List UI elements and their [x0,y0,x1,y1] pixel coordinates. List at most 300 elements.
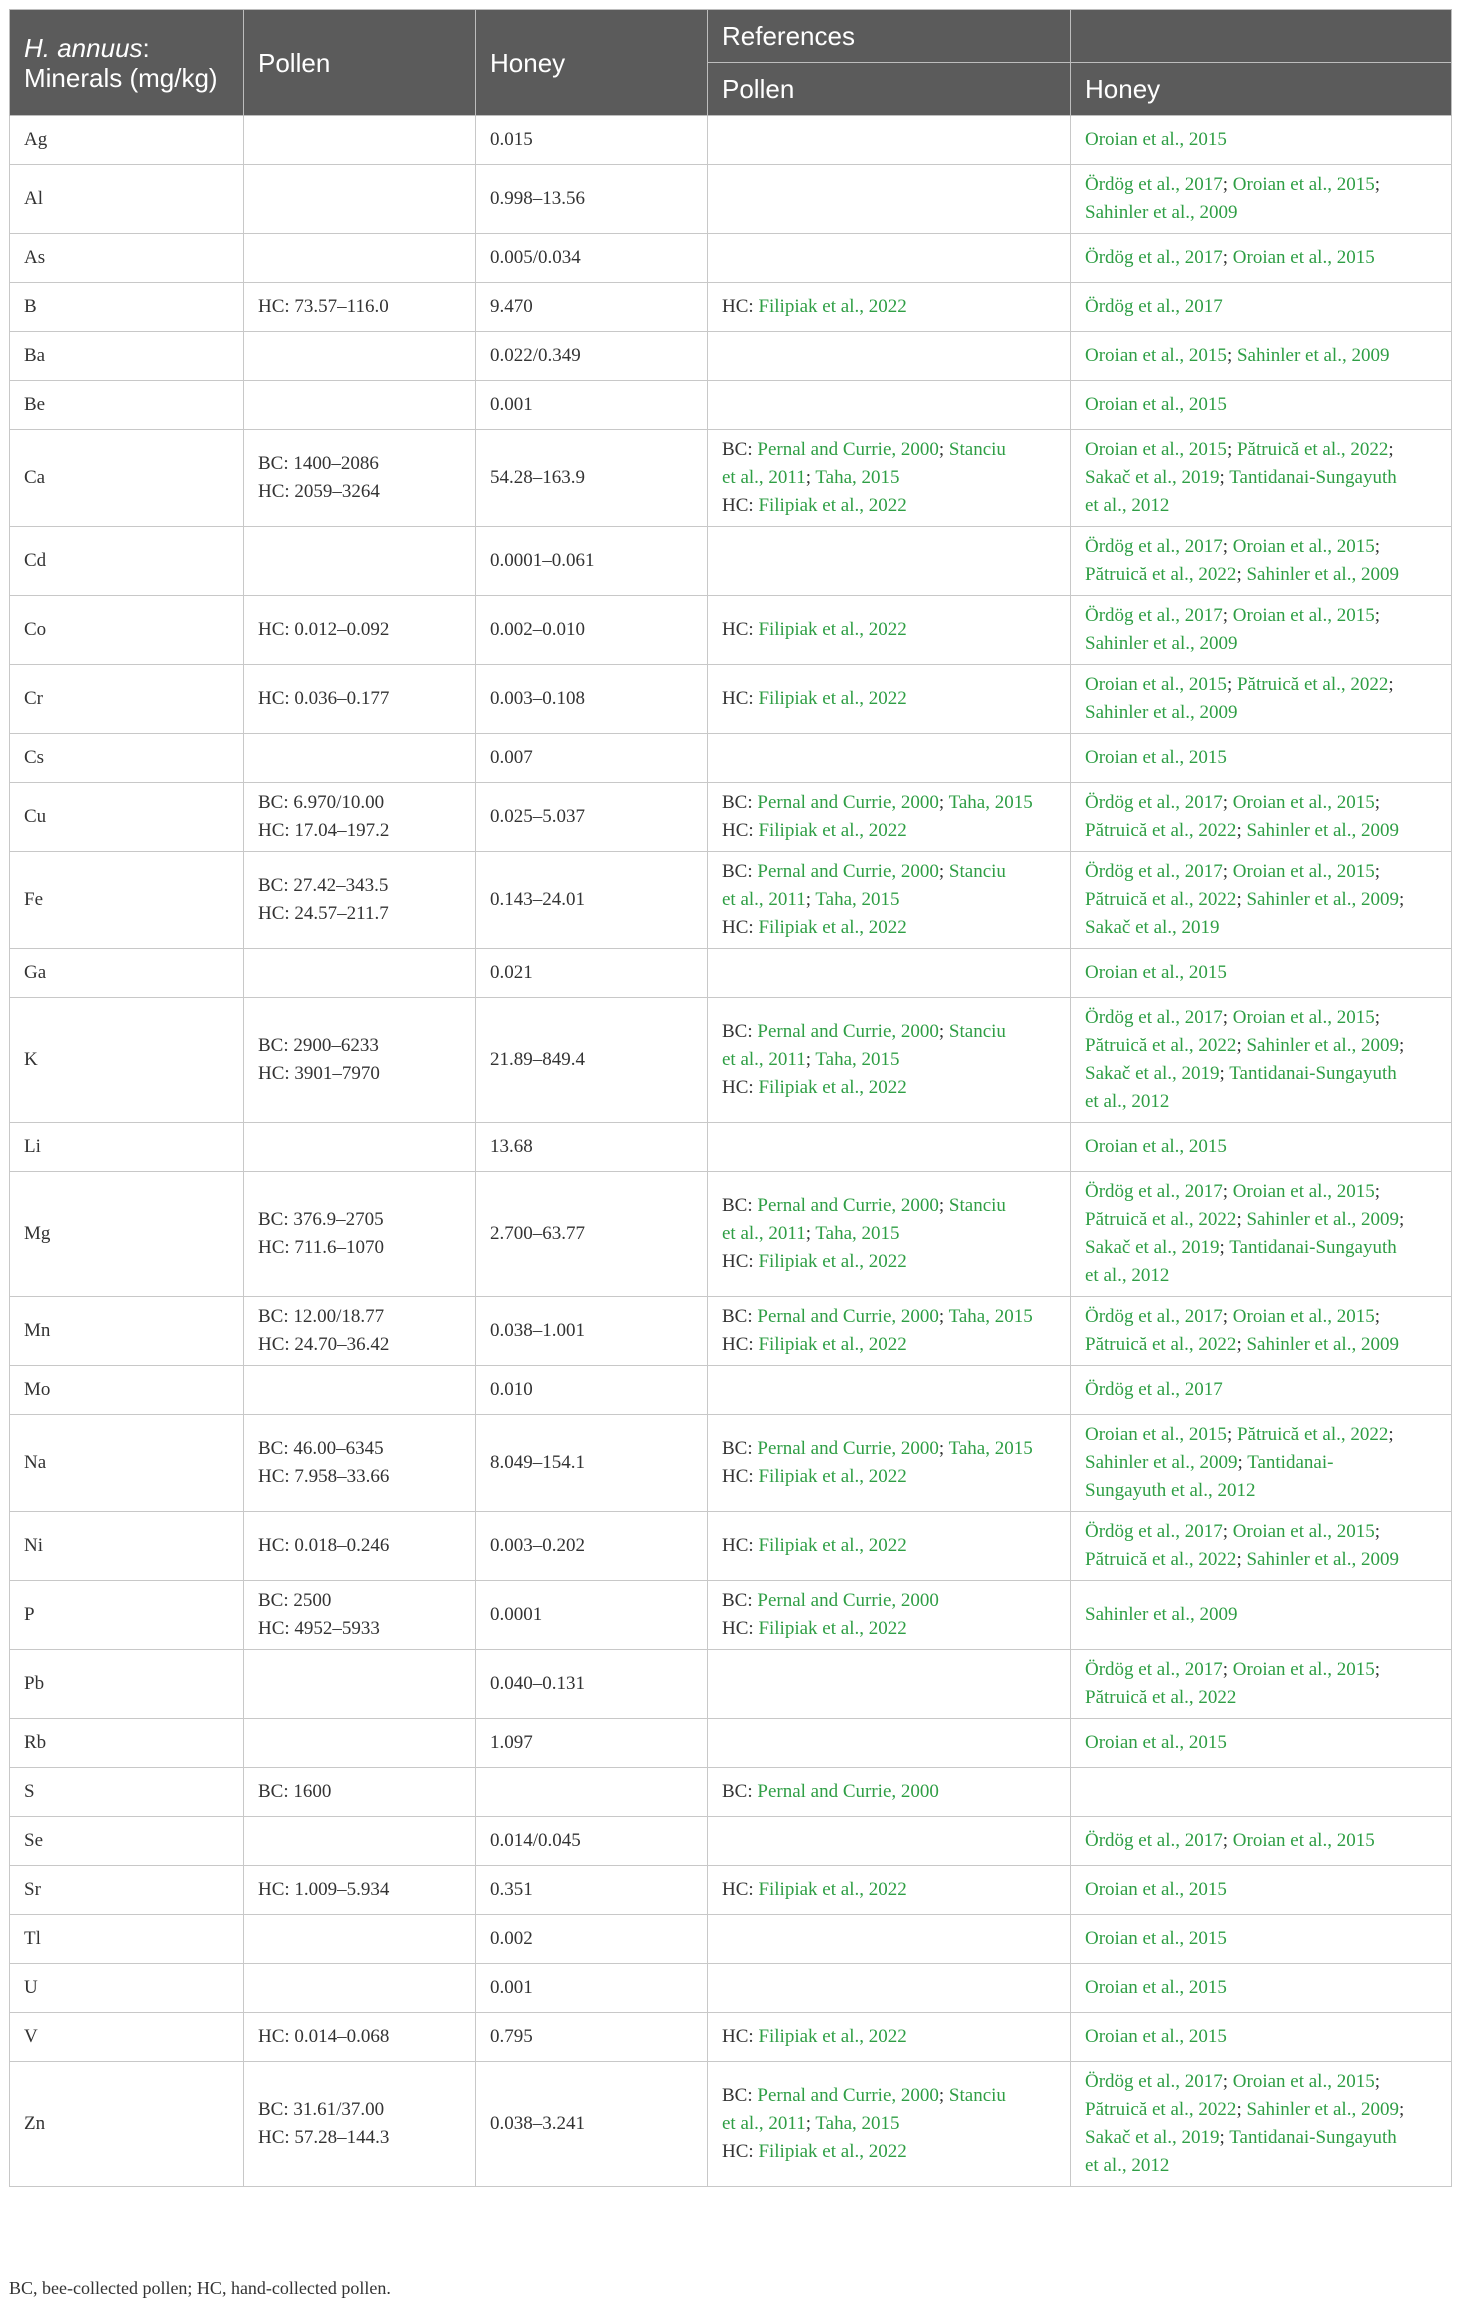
ref-honey-line [1085,1449,1437,1477]
cell-honey: 0.001 [476,1964,708,2013]
cell-pollen [244,234,476,283]
table-row [10,527,1452,596]
ref-pollen-line [722,1778,1056,1806]
ref-honey-prefix: ; [1374,174,1380,195]
cell-honey: 0.0001 [476,1581,708,1650]
cell-element: Mo [10,1366,244,1415]
ref-honey-prefix: ; [1222,792,1233,813]
ref-honey-link[interactable]: Sahinler et al., 2009 [1085,202,1238,223]
cell-pollen [244,1366,476,1415]
ref-honey-link[interactable]: Oroian et al., 2015 [1085,1136,1227,1157]
ref-honey-line [1085,1088,1437,1116]
ref-pollen-link[interactable]: Taha, 2015 [815,2113,900,2134]
ref-honey-link[interactable]: Pătruică et al., 2022 [1236,1424,1389,1445]
ref-pollen-line [722,1876,1056,1904]
cell-honey: 0.005/0.034 [476,234,708,283]
ref-honey-prefix: ; [1398,889,1405,910]
ref-honey-link[interactable]: Sakač et al., 2019 [1085,1237,1220,1258]
cell-element: As [10,234,244,283]
ref-honey-link[interactable]: Tantidanai-Sungayuth [1229,467,1397,488]
cell-ref-honey [1071,998,1452,1123]
ref-honey-prefix: ; [1222,861,1233,882]
ref-honey-line [1085,533,1437,561]
ref-honey-link[interactable]: Sahinler et al., 2009 [1246,564,1399,585]
cell-ref-pollen [708,1964,1071,2013]
ref-pollen-link[interactable]: Pernal and Currie, 2000 [757,1438,939,1459]
ref-pollen-link[interactable]: Pernal and Currie, 2000 [757,1195,939,1216]
ref-pollen-link[interactable]: Filipiak et al., 2022 [758,1334,907,1355]
cell-pollen [244,116,476,165]
ref-pollen-line [722,1532,1056,1560]
ref-honey-link[interactable]: Sahinler et al., 2009 [1246,889,1399,910]
cell-element: Ga [10,949,244,998]
ref-honey-link[interactable]: Sahinler et al., 2009 [1246,1549,1399,1570]
ref-honey-link[interactable]: Oroian et al., 2015 [1232,1659,1375,1680]
ref-honey-prefix: ; [1222,1521,1233,1542]
cell-honey: 0.040–0.131 [476,1650,708,1719]
ref-honey-link[interactable]: Oroian et al., 2015 [1232,1830,1375,1851]
table-header [10,10,1452,116]
ref-honey-link[interactable]: Ördög et al., 2017 [1085,1181,1223,1202]
ref-honey-link[interactable]: Oroian et al., 2015 [1085,129,1227,150]
ref-pollen-line [722,464,1056,492]
ref-honey-link[interactable]: Oroian et al., 2015 [1232,2071,1375,2092]
ref-honey-prefix: ; [1222,1659,1233,1680]
ref-pollen-link[interactable]: Stanciu [948,2085,1006,2106]
cell-ref-pollen [708,381,1071,430]
cell-ref-honey [1071,1297,1452,1366]
table-row [10,734,1452,783]
ref-pollen-link[interactable]: Filipiak et al., 2022 [758,296,907,317]
table-row [10,665,1452,734]
ref-honey-link[interactable]: Pătruică et al., 2022 [1085,1035,1237,1056]
table-row [10,381,1452,430]
ref-honey-link[interactable]: Ördög et al., 2017 [1085,174,1223,195]
ref-honey-link[interactable]: Pătruică et al., 2022 [1236,439,1389,460]
cell-ref-honey [1071,734,1452,783]
table-row [10,1297,1452,1366]
cell-ref-pollen [708,1817,1071,1866]
ref-honey-link[interactable]: Pătruică et al., 2022 [1085,820,1237,841]
ref-honey-link[interactable]: Ördög et al., 2017 [1085,792,1223,813]
ref-pollen-link[interactable]: Taha, 2015 [948,1306,1033,1327]
ref-honey-link[interactable]: Oroian et al., 2015 [1085,345,1227,366]
ref-pollen-link[interactable]: Taha, 2015 [815,467,900,488]
ref-honey-link[interactable]: Oroian et al., 2015 [1085,1732,1227,1753]
ref-pollen-line [722,492,1056,520]
table-row [10,596,1452,665]
ref-honey-prefix: ; [1219,1063,1230,1084]
ref-honey-link[interactable]: Oroian et al., 2015 [1232,1521,1375,1542]
ref-pollen-link[interactable]: Pernal and Currie, 2000 [757,1306,939,1327]
ref-honey-link[interactable]: Oroian et al., 2015 [1232,1007,1375,1028]
cell-element: Ag [10,116,244,165]
cell-element: Ni [10,1512,244,1581]
ref-honey-link[interactable]: Sungayuth et al., 2012 [1085,1480,1256,1501]
cell-ref-honey [1071,1915,1452,1964]
cell-ref-honey [1071,165,1452,234]
cell-pollen [244,283,476,332]
ref-honey-line [1085,1206,1437,1234]
ref-pollen-line [722,293,1056,321]
ref-honey-link[interactable]: Oroian et al., 2015 [1085,674,1227,695]
ref-honey-line [1085,171,1437,199]
cell-ref-pollen [708,1719,1071,1768]
cell-element: Mn [10,1297,244,1366]
cell-pollen [244,1581,476,1650]
ref-pollen-link[interactable]: Pernal and Currie, 2000 [757,1021,939,1042]
cell-pollen [244,1866,476,1915]
pollen-value: HC: 0.018–0.246 [258,1535,390,1556]
ref-pollen-link[interactable]: Pernal and Currie, 2000 [757,439,939,460]
ref-honey-prefix: ; [1226,345,1237,366]
ref-honey-prefix: ; [1374,1007,1380,1028]
ref-pollen-link[interactable]: Filipiak et al., 2022 [758,495,907,516]
ref-pollen-link[interactable]: Filipiak et al., 2022 [758,1077,907,1098]
ref-pollen-link[interactable]: Stanciu [948,861,1006,882]
ref-honey-link[interactable]: Sakač et al., 2019 [1085,917,1220,938]
ref-pollen-link[interactable]: Filipiak et al., 2022 [758,619,907,640]
cell-element: Co [10,596,244,665]
cell-ref-pollen [708,1123,1071,1172]
ref-honey-link[interactable]: Sahinler et al., 2009 [1085,1604,1238,1625]
ref-honey-prefix: ; [1374,2071,1380,2092]
ref-honey-link[interactable]: Ördög et al., 2017 [1085,2071,1223,2092]
pollen-value: HC: 17.04–197.2 [258,820,390,841]
ref-pollen-prefix: BC: [722,792,758,813]
ref-honey-link[interactable]: Sakač et al., 2019 [1085,1063,1220,1084]
ref-pollen-link[interactable]: et al., 2011 [722,467,806,488]
ref-honey-prefix: ; [1222,605,1233,626]
ref-pollen-link[interactable]: Filipiak et al., 2022 [758,917,907,938]
ref-pollen-prefix: BC: [722,2085,758,2106]
cell-element: Fe [10,852,244,949]
ref-honey-link[interactable]: Sakač et al., 2019 [1085,2127,1220,2148]
ref-honey-line [1085,492,1437,520]
ref-honey-link[interactable]: Pătruică et al., 2022 [1085,2099,1237,2120]
ref-pollen-line [722,817,1056,845]
table-row [10,1581,1452,1650]
ref-honey-prefix: ; [1236,1549,1247,1570]
ref-honey-link[interactable]: Ördög et al., 2017 [1085,1306,1223,1327]
cell-element: Cu [10,783,244,852]
cell-ref-pollen [708,1650,1071,1719]
ref-pollen-link[interactable]: Filipiak et al., 2022 [758,1466,907,1487]
cell-ref-honey [1071,332,1452,381]
ref-pollen-prefix: HC: [722,1879,759,1900]
cell-ref-honey [1071,1366,1452,1415]
table-row [10,1719,1452,1768]
cell-element: Na [10,1415,244,1512]
ref-honey-link[interactable]: Ördög et al., 2017 [1085,861,1223,882]
ref-honey-link[interactable]: Sahinler et al., 2009 [1246,1035,1399,1056]
table-row [10,332,1452,381]
ref-honey-link[interactable]: Pătruică et al., 2022 [1236,674,1389,695]
ref-pollen-line [722,1615,1056,1643]
ref-honey-line [1085,1060,1437,1088]
ref-honey-prefix: ; [1398,1209,1405,1230]
cell-ref-honey [1071,381,1452,430]
pollen-value: BC: 376.9–2705 [258,1209,384,1230]
ref-honey-prefix: ; [1388,439,1394,460]
ref-honey-link[interactable]: Pătruică et al., 2022 [1085,1209,1237,1230]
ref-honey-link[interactable]: et al., 2012 [1085,2155,1170,2176]
cell-honey: 8.049–154.1 [476,1415,708,1512]
ref-pollen-link[interactable]: Filipiak et al., 2022 [758,1879,907,1900]
cell-pollen [244,1915,476,1964]
table-row [10,949,1452,998]
ref-honey-link[interactable]: Oroian et al., 2015 [1085,1879,1227,1900]
ref-honey-link[interactable]: Sahinler et al., 2009 [1085,633,1238,654]
ref-pollen-line [722,436,1056,464]
cell-ref-pollen [708,852,1071,949]
ref-honey-link[interactable]: Sahinler et al., 2009 [1246,820,1399,841]
pollen-value: HC: 7.958–33.66 [258,1466,390,1487]
ref-honey-link[interactable]: Tantidanai-Sungayuth [1229,1237,1397,1258]
pollen-value: BC: 46.00–6345 [258,1438,384,1459]
ref-pollen-link[interactable]: Filipiak et al., 2022 [758,688,907,709]
ref-honey-link[interactable]: Oroian et al., 2015 [1085,1424,1227,1445]
ref-honey-link[interactable]: Sahinler et al., 2009 [1246,1209,1399,1230]
pollen-value: HC: 57.28–144.3 [258,2127,390,2148]
ref-honey-link[interactable]: Ördög et al., 2017 [1085,1007,1223,1028]
ref-pollen-link[interactable]: et al., 2011 [722,889,806,910]
ref-honey-link[interactable]: Oroian et al., 2015 [1232,247,1375,268]
ref-pollen-link[interactable]: et al., 2011 [722,2113,806,2134]
ref-pollen-prefix: HC: [722,1334,759,1355]
ref-pollen-link[interactable]: Filipiak et al., 2022 [758,2141,907,2162]
ref-pollen-link[interactable]: Taha, 2015 [948,1438,1033,1459]
ref-honey-prefix: ; [1222,174,1233,195]
ref-honey-link[interactable]: Pătruică et al., 2022 [1085,1687,1237,1708]
ref-honey-link[interactable]: et al., 2012 [1085,495,1170,516]
ref-honey-link[interactable]: Sahinler et al., 2009 [1236,345,1390,366]
cell-ref-honey [1071,1768,1452,1817]
ref-pollen-line [722,1018,1056,1046]
table-row [10,1866,1452,1915]
table-row [10,234,1452,283]
ref-honey-line [1085,1331,1437,1359]
ref-pollen-link[interactable]: Pernal and Currie, 2000 [757,1590,939,1611]
ref-pollen-prefix: ; [938,861,949,882]
cell-ref-pollen [708,596,1071,665]
table-row [10,1915,1452,1964]
ref-pollen-line [722,2138,1056,2166]
cell-pollen [244,998,476,1123]
table-row [10,1817,1452,1866]
ref-honey-link[interactable]: Tantidanai- [1247,1452,1334,1473]
ref-pollen-link[interactable]: Pernal and Currie, 2000 [757,861,939,882]
ref-honey-prefix: ; [1236,1209,1247,1230]
ref-honey-line [1085,1656,1437,1684]
cell-pollen [244,1123,476,1172]
ref-pollen-link[interactable]: Pernal and Currie, 2000 [757,792,939,813]
table-row [10,2062,1452,2187]
ref-pollen-link[interactable]: Taha, 2015 [815,1049,900,1070]
cell-ref-pollen [708,2062,1071,2187]
ref-pollen-prefix: HC: [722,2026,759,2047]
ref-pollen-link[interactable]: Filipiak et al., 2022 [758,820,907,841]
ref-honey-link[interactable]: Sahinler et al., 2009 [1085,702,1238,723]
ref-honey-link[interactable]: et al., 2012 [1085,1091,1170,1112]
ref-honey-link[interactable]: Ördög et al., 2017 [1085,1521,1223,1542]
ref-honey-link[interactable]: Pătruică et al., 2022 [1085,889,1237,910]
cell-ref-pollen [708,1768,1071,1817]
ref-pollen-prefix: BC: [722,1438,758,1459]
ref-honey-prefix: ; [1236,2099,1247,2120]
cell-ref-honey [1071,116,1452,165]
ref-pollen-prefix: ; [938,1195,949,1216]
ref-pollen-link[interactable]: et al., 2011 [722,1049,806,1070]
ref-pollen-line [722,789,1056,817]
ref-honey-prefix: ; [1236,1035,1247,1056]
ref-honey-link[interactable]: Oroian et al., 2015 [1085,394,1227,415]
header-ref-honey: Honey [1071,63,1452,116]
ref-honey-prefix: ; [1226,1424,1237,1445]
cell-ref-pollen [708,665,1071,734]
cell-ref-honey [1071,783,1452,852]
ref-honey-link[interactable]: Oroian et al., 2015 [1232,605,1375,626]
ref-pollen-line [722,1046,1056,1074]
cell-pollen [244,430,476,527]
ref-honey-link[interactable]: Ördög et al., 2017 [1085,1830,1223,1851]
table-row [10,165,1452,234]
table-row [10,1172,1452,1297]
ref-honey-link[interactable]: Pătruică et al., 2022 [1085,1334,1237,1355]
cell-ref-pollen [708,527,1071,596]
cell-honey: 0.001 [476,381,708,430]
cell-pollen [244,734,476,783]
ref-pollen-link[interactable]: Filipiak et al., 2022 [758,1618,907,1639]
ref-honey-link[interactable]: Oroian et al., 2015 [1085,1928,1227,1949]
ref-honey-link[interactable]: Oroian et al., 2015 [1085,747,1227,768]
ref-honey-link[interactable]: Sahinler et al., 2009 [1246,1334,1399,1355]
ref-pollen-line [722,2082,1056,2110]
ref-pollen-link[interactable]: Stanciu [948,439,1006,460]
ref-honey-link[interactable]: Oroian et al., 2015 [1085,439,1227,460]
ref-pollen-line [722,1587,1056,1615]
ref-honey-prefix: ; [1236,564,1247,585]
ref-honey-link[interactable]: et al., 2012 [1085,1265,1170,1286]
ref-honey-link[interactable]: Sakač et al., 2019 [1085,467,1220,488]
pollen-value: HC: 2059–3264 [258,481,380,502]
ref-honey-link[interactable]: Ördög et al., 2017 [1085,296,1223,317]
ref-honey-link[interactable]: Oroian et al., 2015 [1232,1181,1375,1202]
cell-element: K [10,998,244,1123]
ref-honey-line [1085,744,1437,772]
ref-honey-link[interactable]: Ördög et al., 2017 [1085,247,1223,268]
ref-honey-line [1085,1178,1437,1206]
ref-pollen-link[interactable]: Taha, 2015 [815,889,900,910]
cell-element: V [10,2013,244,2062]
cell-honey: 2.700–63.77 [476,1172,708,1297]
ref-honey-link[interactable]: Oroian et al., 2015 [1232,536,1375,557]
pollen-value: HC: 73.57–116.0 [258,296,389,317]
header-honey: Honey [476,10,708,116]
table-row [10,116,1452,165]
ref-honey-line [1085,2068,1437,2096]
cell-ref-honey [1071,1866,1452,1915]
ref-honey-link[interactable]: Sahinler et al., 2009 [1246,2099,1399,2120]
cell-element: Ca [10,430,244,527]
ref-pollen-prefix: ; [938,792,949,813]
ref-honey-link[interactable]: Tantidanai-Sungayuth [1229,1063,1397,1084]
ref-honey-link[interactable]: Oroian et al., 2015 [1085,962,1227,983]
ref-pollen-link[interactable]: Filipiak et al., 2022 [758,1251,907,1272]
ref-honey-link[interactable]: Oroian et al., 2015 [1232,174,1375,195]
ref-honey-line [1085,561,1437,589]
cell-honey: 0.007 [476,734,708,783]
ref-pollen-link[interactable]: Filipiak et al., 2022 [758,2026,907,2047]
ref-honey-link[interactable]: Ördög et al., 2017 [1085,1379,1223,1400]
pollen-value: BC: 27.42–343.5 [258,875,389,896]
ref-pollen-prefix: BC: [722,439,758,460]
ref-honey-line [1085,1827,1437,1855]
ref-honey-prefix: ; [1219,2127,1230,2148]
ref-honey-line [1085,342,1437,370]
ref-pollen-prefix: ; [938,1021,949,1042]
table-row [10,998,1452,1123]
cell-ref-honey [1071,949,1452,998]
pollen-value: BC: 2900–6233 [258,1035,379,1056]
ref-pollen-link[interactable]: Pernal and Currie, 2000 [757,2085,939,2106]
ref-honey-link[interactable]: Pătruică et al., 2022 [1085,564,1237,585]
ref-honey-link[interactable]: Oroian et al., 2015 [1232,792,1375,813]
ref-pollen-link[interactable]: Taha, 2015 [815,1223,900,1244]
ref-pollen-prefix: HC: [722,820,759,841]
table-row [10,1512,1452,1581]
table-body [10,116,1452,2187]
ref-pollen-prefix: HC: [722,688,759,709]
cell-honey: 0.021 [476,949,708,998]
ref-pollen-line [722,2110,1056,2138]
ref-pollen-prefix: BC: [722,1590,758,1611]
ref-honey-link[interactable]: Ördög et al., 2017 [1085,1659,1223,1680]
ref-honey-link[interactable]: Tantidanai-Sungayuth [1229,2127,1397,2148]
cell-honey: 0.0001–0.061 [476,527,708,596]
ref-pollen-prefix: ; [805,467,816,488]
ref-honey-line [1085,886,1437,914]
ref-pollen-link[interactable]: Stanciu [948,1021,1006,1042]
ref-honey-link[interactable]: Pătruică et al., 2022 [1085,1549,1237,1570]
ref-honey-link[interactable]: Oroian et al., 2015 [1085,1977,1227,1998]
ref-honey-link[interactable]: Oroian et al., 2015 [1085,2026,1227,2047]
ref-pollen-link[interactable]: Stanciu [948,1195,1006,1216]
cell-element: Li [10,1123,244,1172]
ref-pollen-link[interactable]: Pernal and Currie, 2000 [757,1781,939,1802]
ref-pollen-link[interactable]: et al., 2011 [722,1223,806,1244]
ref-pollen-prefix: HC: [722,619,759,640]
ref-honey-prefix: ; [1226,674,1237,695]
ref-honey-line [1085,1234,1437,1262]
ref-honey-link[interactable]: Sahinler et al., 2009 [1085,1452,1238,1473]
cell-ref-honey [1071,852,1452,949]
pollen-value: HC: 24.57–211.7 [258,903,389,924]
cell-ref-honey [1071,665,1452,734]
ref-honey-link[interactable]: Ördög et al., 2017 [1085,536,1223,557]
ref-honey-line [1085,436,1437,464]
pollen-value: BC: 2500 [258,1590,332,1611]
ref-honey-link[interactable]: Oroian et al., 2015 [1232,861,1375,882]
cell-element: Sr [10,1866,244,1915]
ref-honey-line [1085,464,1437,492]
ref-honey-link[interactable]: Oroian et al., 2015 [1232,1306,1375,1327]
ref-honey-link[interactable]: Ördög et al., 2017 [1085,605,1223,626]
cell-ref-honey [1071,430,1452,527]
ref-pollen-link[interactable]: Taha, 2015 [948,792,1033,813]
ref-pollen-link[interactable]: Filipiak et al., 2022 [758,1535,907,1556]
ref-honey-prefix: ; [1374,1306,1380,1327]
